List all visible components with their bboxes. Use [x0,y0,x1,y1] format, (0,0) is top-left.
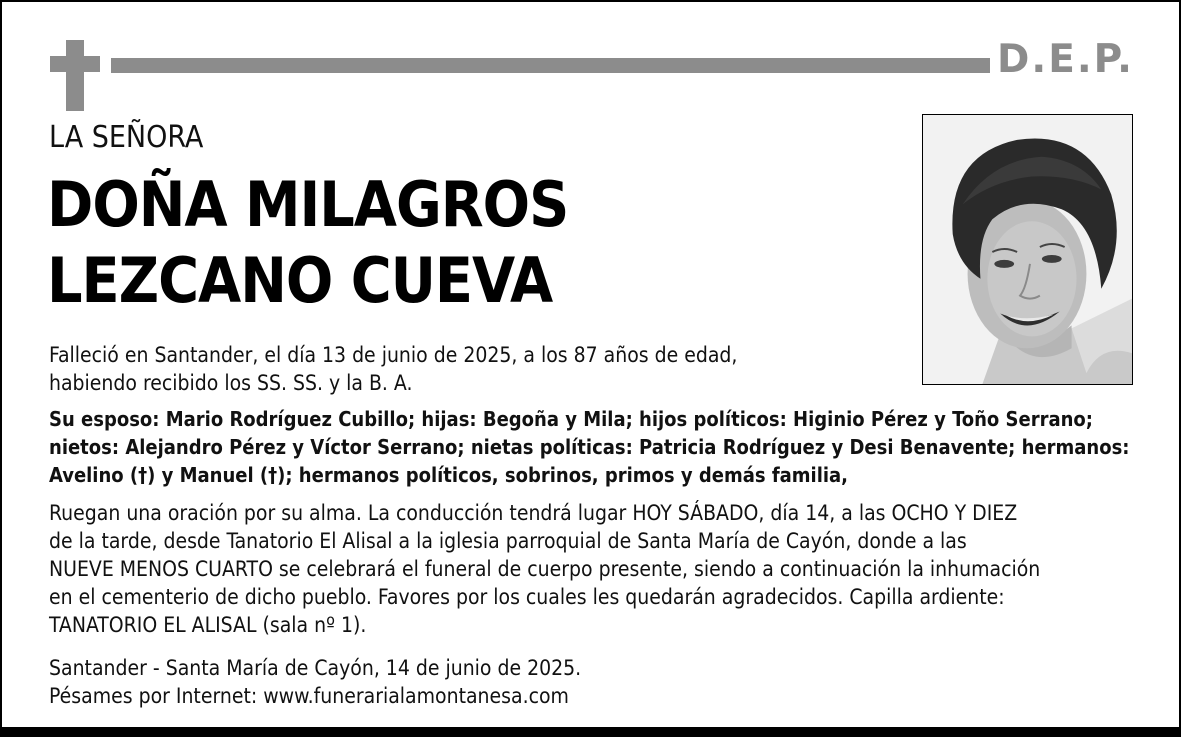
service-line-1: Ruegan una oración por su alma. La conducción tendrá lugar HOY SÁBADO, día 14, a las OCHO Y DIEZ [49,501,1018,525]
death-notice-line-2: habiendo recibido los SS. SS. y la B. A. [49,371,413,395]
family-members [49,405,1130,489]
service-line-3: NUEVE MENOS CUARTO se celebrará el funeral de cuerpo presente, siendo a continuación la inhumación [49,557,1041,581]
service-line-5: TANATORIO EL ALISAL (sala nº 1). [49,613,367,637]
header-rule [111,58,990,73]
death-notice [49,341,737,397]
dep-label: D.E.P. [997,37,1134,82]
deceased-name [47,167,847,319]
family-line-2: nietos: Alejandro Pérez y Víctor Serrano; nietas políticas: Patricia Rodríguez y Desi Benavente; hermanos: [49,435,1130,459]
family-line-3: Avelino (†) y Manuel (†); hermanos políticos, sobrinos, primos y demás familia, [49,463,848,487]
latin-cross-icon [50,40,100,111]
deceased-name-line-1: DOÑA MILAGROS [47,168,569,241]
service-details [49,499,1040,639]
service-line-2: de la tarde, desde Tanatorio El Alisal a la iglesia parroquial de Santa María de Cayón, donde a las [49,529,967,553]
footer [49,654,581,710]
service-line-4: en el cementerio de dicho pueblo. Favores por los cuales les quedarán agradecidos. Capilla ardiente: [49,585,1005,609]
place-date: Santander - Santa María de Cayón, 14 de junio de 2025. [49,656,582,680]
deceased-name-line-2: LEZCANO CUEVA [47,244,553,317]
bottom-border [2,727,1179,735]
honorific: LA SEÑORA [49,120,204,155]
portrait-photo [922,114,1133,385]
family-line-1: Su esposo: Mario Rodríguez Cubillo; hijas: Begoña y Mila; hijos políticos: Higinio Pérez y Toño Serrano; [49,407,1093,431]
death-notice-line-1: Falleció en Santander, el día 13 de junio de 2025, a los 87 años de edad, [49,343,738,367]
condolences-line: Pésames por Internet: www.funerarialamontanesa.com [49,684,569,708]
